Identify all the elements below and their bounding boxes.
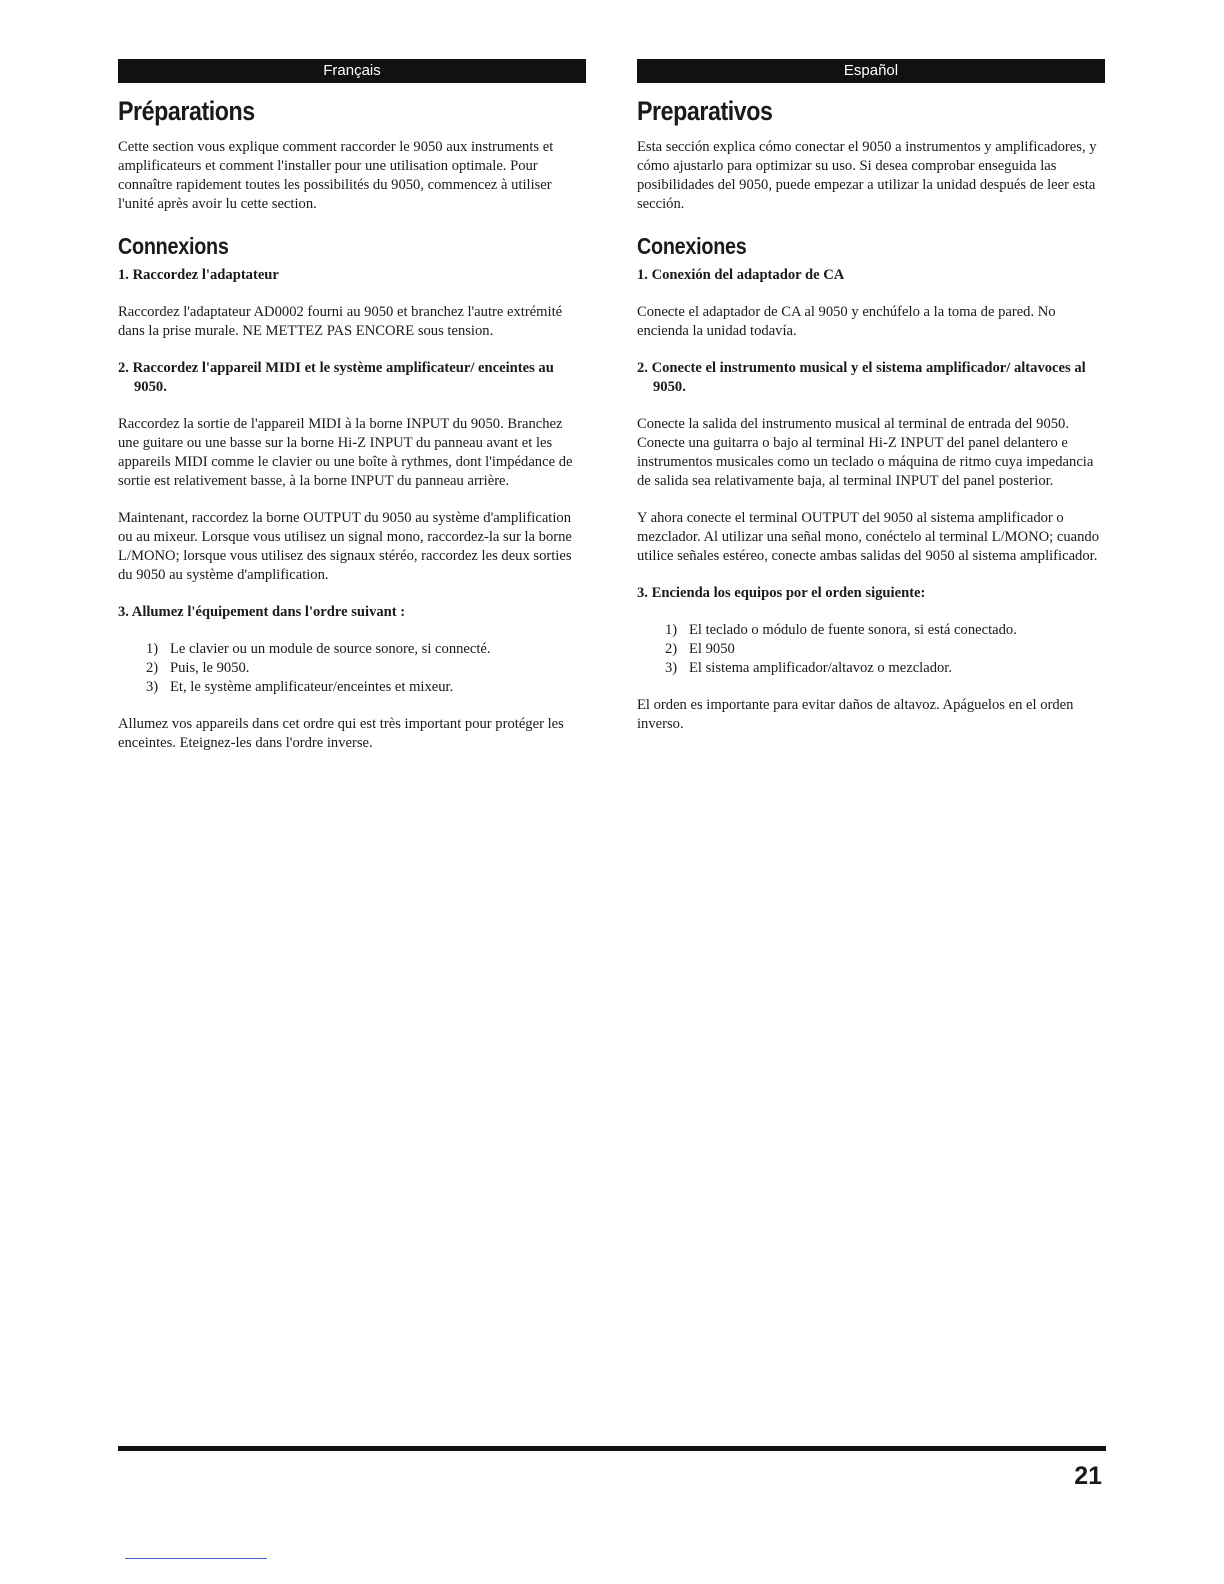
- spanish-step3-heading: 3. Encienda los equipos por el orden siguiente:: [637, 585, 926, 601]
- french-intro: Cette section vous explique comment raccorder le 9050 aux instruments et amplificateurs et comment l'installer pour une utilisation optimale. Pour connaître rapidement toutes les possibilités du 9050, commencez à utiliser l'unité après avoir lu cette section.: [118, 139, 554, 212]
- spanish-language-bar: Español: [637, 59, 1105, 83]
- spanish-step1-heading: 1. Conexión del adaptador de CA: [637, 267, 845, 283]
- list-item: [665, 621, 1105, 640]
- list-item: [146, 659, 586, 678]
- spanish-order-list: [637, 621, 1105, 678]
- spanish-step1-text: Conecte el adaptador de CA al 9050 y enchúfelo a la toma de pared. No encienda la unidad todavía.: [637, 304, 1056, 339]
- page-number: 21: [1074, 1462, 1102, 1490]
- list-item-text: Et, le système amplificateur/enceintes et mixeur.: [170, 679, 454, 695]
- list-item-number: 1): [146, 641, 159, 657]
- list-item-text: Puis, le 9050.: [170, 660, 250, 676]
- spanish-closing: El orden es importante para evitar daños de altavoz. Apáguelos en el orden inverso.: [637, 697, 1074, 732]
- spanish-intro: Esta sección explica cómo conectar el 9050 a instrumentos y amplificadores, y cómo ajustarlo para optimizar su uso. Si desea comprobar enseguida las posibilidades del 9050, puede empezar a utilizar la unidad después de leer esta sección.: [637, 139, 1097, 212]
- spanish-step2-text2: Y ahora conecte el terminal OUTPUT del 9050 al sistema amplificador o mezclador. Al utilizar una señal mono, conéctelo al terminal L/MONO; cuando utilice señales estéreo, conecte ambas salidas del 9050 al sistema amplificador.: [637, 510, 1099, 564]
- list-item-text: El 9050: [689, 641, 735, 657]
- list-item-number: 1): [665, 622, 678, 638]
- spanish-step2-text1: Conecte la salida del instrumento musical al terminal de entrada del 9050. Conecte una guitarra o bajo al terminal Hi-Z INPUT del panel delantero e instrumentos musicales como un teclado o máquina de ritmo cuya impedancia de salida sea relativamente baja, al terminal INPUT del panel posterior.: [637, 416, 1094, 489]
- spanish-column: [637, 59, 1105, 752]
- list-item-number: 2): [146, 660, 159, 676]
- french-step2-text1: Raccordez la sortie de l'appareil MIDI à la borne INPUT du 9050. Branchez une guitare ou une basse sur la borne Hi-Z INPUT du panneau avant et les appareils MIDI comme le clavier ou une boîte à rythmes, dont l'impédance de sortie est relativement basse, à la borne INPUT du panneau arrière.: [118, 416, 573, 489]
- spanish-page-title: Preparativos: [637, 96, 773, 126]
- french-column: [118, 59, 586, 771]
- list-item-text: Le clavier ou un module de source sonore, si connecté.: [170, 641, 491, 657]
- list-item: [665, 659, 1105, 678]
- french-page-title: Préparations: [118, 96, 255, 126]
- spanish-connections-heading: Conexiones: [637, 233, 747, 259]
- french-connections-heading: Connexions: [118, 233, 229, 259]
- spanish-step2-heading: 2. Conecte el instrumento musical y el sistema amplificador/ altavoces al 9050.: [637, 360, 1086, 395]
- french-order-list: [118, 640, 586, 697]
- list-item-number: 3): [146, 679, 159, 695]
- french-closing: Allumez vos appareils dans cet ordre qui est très important pour protéger les enceintes. Eteignez-les dans l'ordre inverse.: [118, 716, 564, 751]
- footer-rule: [118, 1446, 1106, 1451]
- french-step1-heading: 1. Raccordez l'adaptateur: [118, 267, 279, 283]
- french-step2-heading: 2. Raccordez l'appareil MIDI et le système amplificateur/ enceintes au 9050.: [118, 360, 554, 395]
- list-item-text: El sistema amplificador/altavoz o mezclador.: [689, 660, 952, 676]
- list-item-number: 3): [665, 660, 678, 676]
- french-step1-text: Raccordez l'adaptateur AD0002 fourni au 9050 et branchez l'autre extrémité dans la prise murale. NE METTEZ PAS ENCORE sous tension.: [118, 304, 563, 339]
- french-step2-text2: Maintenant, raccordez la borne OUTPUT du 9050 au système d'amplification ou au mixeur. Lorsque vous utilisez un signal mono, raccordez-la sur la borne L/MONO; lorsque vous utilisez des signaux stéréo, raccordez les deux sorties du 9050 au système d'amplification.: [118, 510, 572, 583]
- french-step3-heading: 3. Allumez l'équipement dans l'ordre suivant :: [118, 604, 406, 620]
- list-item: [146, 678, 586, 697]
- list-item: [665, 640, 1105, 659]
- french-language-bar: Français: [118, 59, 586, 83]
- list-item-text: El teclado o módulo de fuente sonora, si está conectado.: [689, 622, 1017, 638]
- list-item: [146, 640, 586, 659]
- link-underline: [125, 1558, 267, 1559]
- list-item-number: 2): [665, 641, 678, 657]
